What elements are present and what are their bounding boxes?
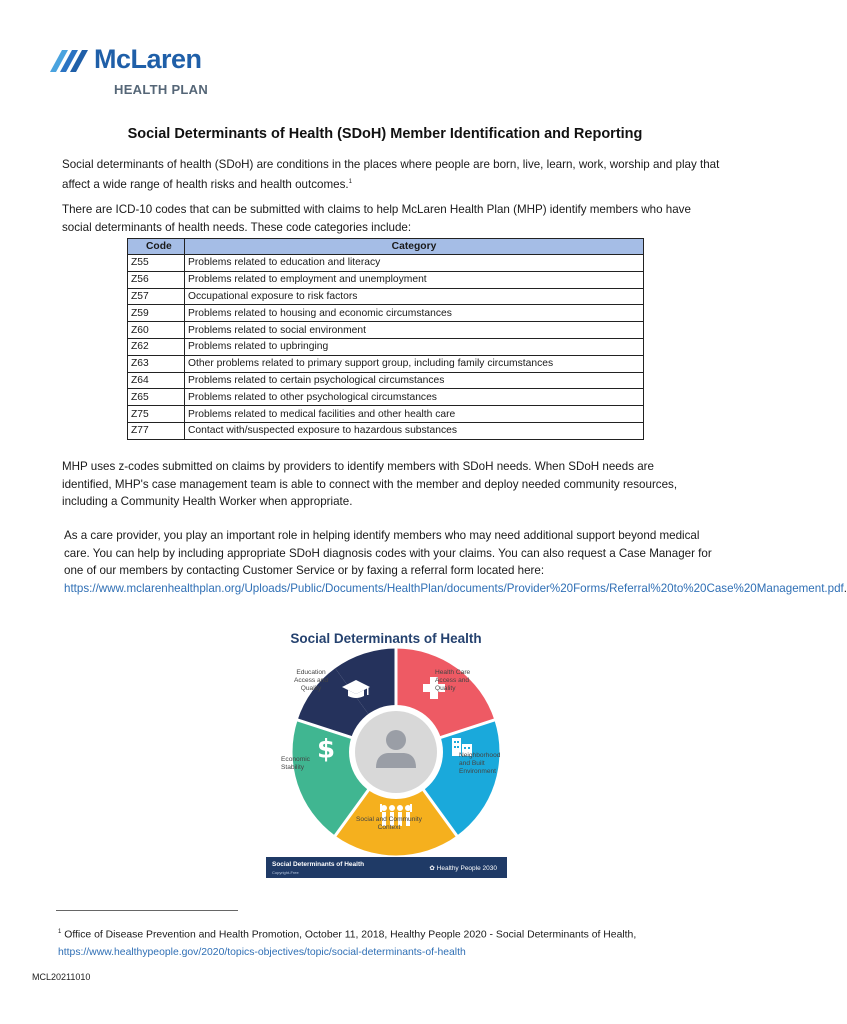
code-cell: Z77 (128, 422, 185, 439)
footnote (58, 923, 738, 962)
header-category: Category (185, 239, 644, 255)
mclaren-logo (48, 44, 218, 102)
footnote-divider (56, 910, 238, 911)
intro-text: Social determinants of health (SDoH) are conditions in the places where people are born, live, learn, work, worship and play that affect a wide range of health risks and health outcomes. (62, 158, 720, 191)
table-row (128, 288, 644, 305)
document-title: Social Determinants of Health (SDoH) Member Identification and Reporting (127, 126, 643, 142)
mclaren-logo-mark-icon (48, 46, 90, 76)
codes-intro-paragraph: There are ICD-10 codes that can be submitted with claims to help McLaren Health Plan (MHP) identify members who have social determinants of health needs. These code categories include: (62, 203, 691, 234)
referral-form-link[interactable]: https://www.mclarenhealthplan.org/Uploads/Public/Documents/HealthPlan/documents/Provider%20Forms/Referral%20to%20Case%20Management.pdf (64, 581, 844, 595)
center-circle (355, 711, 437, 793)
header-code: Code (128, 239, 185, 255)
code-cell: Z65 (128, 389, 185, 406)
table-row (128, 355, 644, 372)
table-row (128, 322, 644, 339)
code-cell: Z59 (128, 305, 185, 322)
label-economic: Economic Stability (281, 756, 310, 771)
provider-link-end: . (843, 581, 847, 595)
footnote-ref[interactable]: 1 (348, 178, 352, 185)
table-row (128, 406, 644, 423)
table-row (128, 305, 644, 322)
dollar-icon: $ (316, 734, 336, 765)
code-cell: Z75 (128, 406, 185, 423)
figure-banner (266, 857, 507, 878)
category-cell: Problems related to other psychological circumstances (185, 389, 644, 406)
provider-text: As a care provider, you play an important role in helping identify members who may need additional support beyond medical care. You can help by including appropriate SDoH diagnosis codes with your claims. You can also request a Case Manager for one of our members by contacting Customer Service or by faxing a referral form located here: (64, 529, 712, 577)
banner-title: Social Determinants of Health (272, 861, 365, 868)
category-cell: Problems related to education and literacy (185, 255, 644, 272)
table-row (128, 389, 644, 406)
code-cell: Z57 (128, 288, 185, 305)
table-row (128, 372, 644, 389)
category-cell: Problems related to social environment (185, 322, 644, 339)
category-cell: Problems related to employment and unemployment (185, 271, 644, 288)
category-cell: Problems related to medical facilities and other health care (185, 406, 644, 423)
footnote-link[interactable]: https://www.healthypeople.gov/2020/topics-objectives/topic/social-determinants-of-health (58, 947, 466, 959)
code-cell: Z63 (128, 355, 185, 372)
table-header-row (128, 239, 644, 255)
label-social: Social and Community Context (356, 816, 422, 831)
code-cell: Z62 (128, 338, 185, 355)
banner-subtitle: Copyright-Free (272, 870, 299, 875)
intro-paragraph (62, 156, 722, 193)
logo-subtitle: HEALTH PLAN (114, 82, 209, 97)
label-neighborhood: Neighborhood and Built Environment (459, 752, 501, 775)
provider-paragraph (64, 527, 847, 597)
category-cell: Problems related to housing and economic circumstances (185, 305, 644, 322)
category-cell: Contact with/suspected exposure to hazardous substances (185, 422, 644, 439)
document-id: MCL20211010 (32, 972, 91, 982)
sdoh-figure (263, 628, 509, 882)
code-cell: Z55 (128, 255, 185, 272)
category-cell: Other problems related to primary support group, including family circumstances (185, 355, 644, 372)
code-cell: Z56 (128, 271, 185, 288)
category-cell: Problems related to upbringing (185, 338, 644, 355)
footnote-number: 1 (58, 929, 62, 935)
zcodes-paragraph: MHP uses z-codes submitted on claims by providers to identify members with SDoH needs. When SDoH needs are identified, MHP's case management team is able to connect with the member and deploy needed community resources, including a Community Health Worker when appropriate. (62, 460, 678, 508)
code-cell: Z60 (128, 322, 185, 339)
healthy-people-text: Healthy People 2030 (436, 865, 497, 872)
table-row (128, 422, 644, 439)
category-cell: Occupational exposure to risk factors (185, 288, 644, 305)
figure-title: Social Determinants of Health (290, 631, 482, 646)
healthy-people-icon: ✿ (429, 865, 435, 872)
label-health-care: Health Care Access and Quality (435, 669, 471, 692)
table-row (128, 271, 644, 288)
category-cell: Problems related to certain psychological circumstances (185, 372, 644, 389)
footnote-text: Office of Disease Prevention and Health Promotion, October 11, 2018, Healthy People 2020 - Social Determinants of Health, (61, 929, 637, 941)
z-code-table (127, 238, 644, 440)
logo-wordmark: McLaren (94, 44, 202, 74)
label-education: Education Access and Quality (293, 669, 329, 692)
table-row (128, 255, 644, 272)
code-cell: Z64 (128, 372, 185, 389)
healthy-people-logo (429, 864, 497, 872)
table-row (128, 338, 644, 355)
